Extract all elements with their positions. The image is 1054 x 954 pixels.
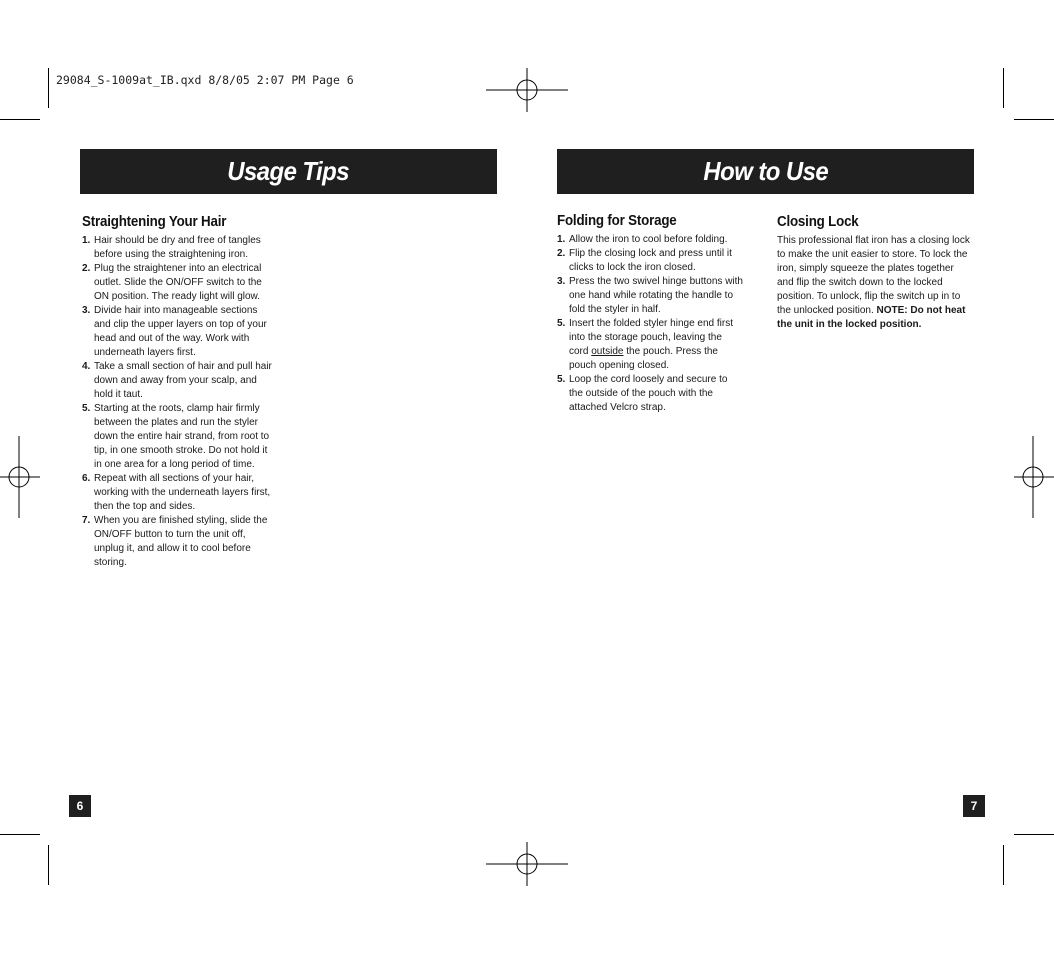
step-number: 1. <box>557 234 566 245</box>
folding-section <box>557 213 743 415</box>
step-number: 7. <box>82 515 91 526</box>
step-text: Allow the iron to cool before folding. <box>569 234 728 245</box>
crop-mark <box>0 834 40 835</box>
straightening-section <box>82 214 276 570</box>
step-text: Flip the closing lock and press until it clicks to lock the iron closed. <box>569 248 732 273</box>
step-text: Press the two swivel hinge buttons with one hand while rotating the handle to fold the styler in half. <box>569 276 743 315</box>
step-text: Starting at the roots, clamp hair firmly between the plates and run the styler down the entire hair strand, from root to tip, in one smooth stroke. Do not hold it in one area for a long period of time. <box>94 403 270 470</box>
registration-mark-bottom <box>486 842 568 886</box>
list-item <box>82 402 276 472</box>
crop-mark <box>1003 68 1004 108</box>
step-text: Take a small section of hair and pull hair down and away from your scalp, and hold it taut. <box>94 361 272 400</box>
page-number-left: 6 <box>69 795 91 817</box>
step-number: 4. <box>82 361 91 372</box>
step-number: 3. <box>557 276 566 287</box>
section-heading: Straightening Your Hair <box>82 214 227 230</box>
step-text-before: Insert the folded styler hinge end first into the storage pouch, leaving the cord <box>569 318 733 357</box>
step-text: Hair should be dry and free of tangles before using the straightening iron. <box>94 235 261 260</box>
step-number: 5. <box>82 403 91 414</box>
page-number-right: 7 <box>963 795 985 817</box>
list-item <box>557 275 743 317</box>
crop-mark <box>0 119 40 120</box>
list-item <box>557 233 743 247</box>
step-text: Divide hair into manageable sections and clip the upper layers on top of your head and out of the way. Work with underneath layers first. <box>94 305 267 358</box>
list-item <box>82 472 276 514</box>
closing-lock-note: NOTE: Do not heat the unit in the locked position. <box>777 305 966 330</box>
list-item <box>82 262 276 304</box>
step-number: 2. <box>82 263 91 274</box>
list-item <box>557 373 743 415</box>
list-item <box>82 514 276 570</box>
crop-mark <box>1003 845 1004 885</box>
step-number: 1. <box>82 235 91 246</box>
registration-mark-right <box>1014 436 1054 518</box>
crop-mark <box>48 68 49 108</box>
file-slug-line: 29084_S-1009at_IB.qxd 8/8/05 2:07 PM Page 6 <box>56 73 354 87</box>
list-item <box>82 360 276 402</box>
registration-mark-left <box>0 436 40 518</box>
crop-mark <box>48 845 49 885</box>
list-item <box>82 234 276 262</box>
step-number: 3. <box>82 305 91 316</box>
step-number: 5. <box>557 318 566 329</box>
step-text-after: the pouch. Press the pouch opening closed. <box>569 346 718 371</box>
usage-tips-title: Usage Tips <box>227 156 350 186</box>
closing-lock-paragraph <box>777 234 971 332</box>
section-heading: Folding for Storage <box>557 213 677 229</box>
how-to-use-title: How to Use <box>703 156 828 186</box>
step-number: 5. <box>557 374 566 385</box>
step-text: When you are finished styling, slide the ON/OFF button to turn the unit off, unplug it, and allow it to cool before storing. <box>94 515 268 568</box>
usage-tips-banner <box>80 149 497 194</box>
step-number: 6. <box>82 473 91 484</box>
straightening-steps <box>82 234 276 570</box>
how-to-use-banner <box>557 149 974 194</box>
crop-mark <box>1014 119 1054 120</box>
crop-mark <box>1014 834 1054 835</box>
registration-mark-top <box>486 68 568 112</box>
step-text: Loop the cord loosely and secure to the outside of the pouch with the attached Velcro strap. <box>569 374 728 413</box>
folding-steps <box>557 233 743 415</box>
list-item <box>82 304 276 360</box>
closing-lock-text: This professional flat iron has a closing lock to make the unit easier to store. To lock the iron, simply squeeze the plates together and flip the switch down to the locked position. To unlock, flip the switch up in to the unlocked position. <box>777 235 970 316</box>
step-text: Repeat with all sections of your hair, working with the underneath layers first, then the top and sides. <box>94 473 271 512</box>
closing-lock-section <box>777 214 971 332</box>
section-heading: Closing Lock <box>777 214 859 230</box>
list-item <box>557 317 743 373</box>
list-item <box>557 247 743 275</box>
step-text: Plug the straightener into an electrical outlet. Slide the ON/OFF switch to the ON position. The ready light will glow. <box>94 263 262 302</box>
step-number: 2. <box>557 248 566 259</box>
underlined-word: outside <box>591 346 624 357</box>
